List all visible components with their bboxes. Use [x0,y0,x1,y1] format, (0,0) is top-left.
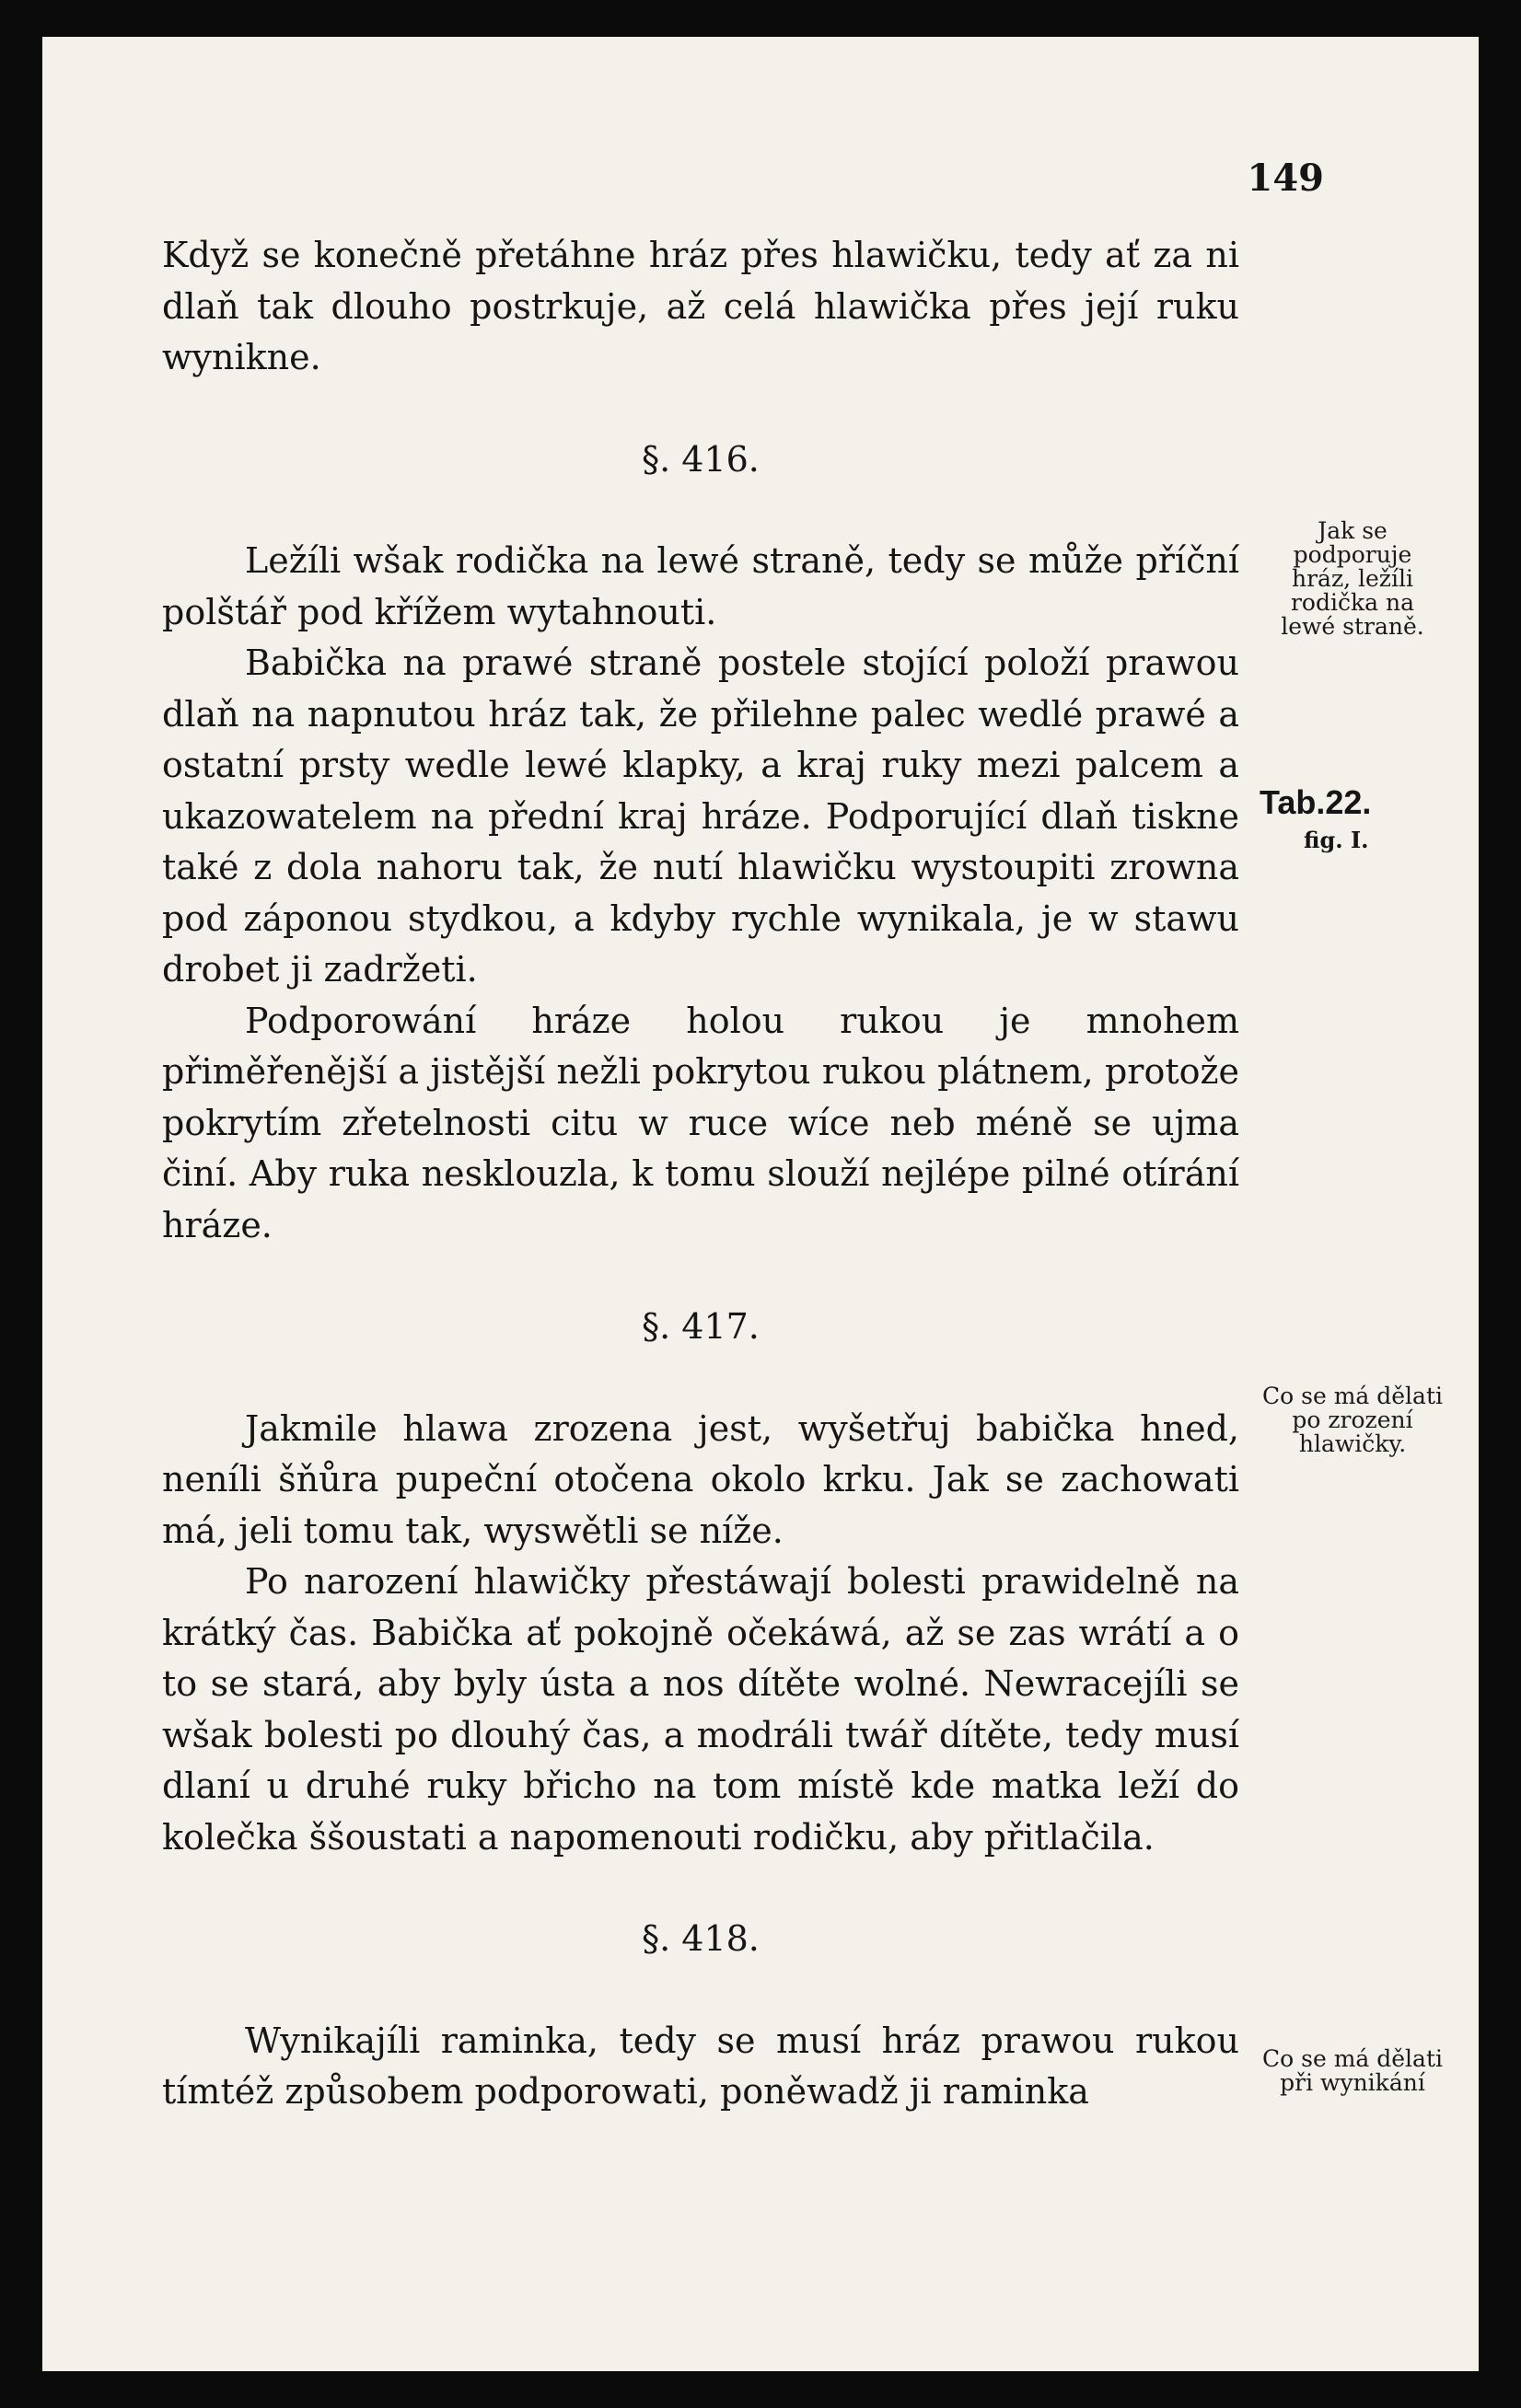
margin-note: Co se má dělati při wynikání [1262,2045,1443,2096]
paragraph: Wynikajíli raminka, tedy se musí hráz prawou rukou tímtéž způsobem podporowati, poněwadž ji raminka [162,2020,1239,2112]
paragraph: Podporowání hráze holou rukou je mnohem přiměřenější a jistější nežli pokrytou rukou plátnem, protože pokrytím zřetelnosti citu w ruce wíce neb méně se ujma činí. Aby ruka nesklouzla, k tomu slouží nejlépe pilné otírání hráze. [162,1000,1239,1245]
margin-note: Jak se podporuje hráz, ležíli rodička na lewé straně. [1281,517,1424,640]
paragraph: Po narození hlawičky přestáwají bolesti prawidelně na krátký čas. Babička ať pokojně očekáwá, až se zas wrátí a o to se stará, aby byly ústa a nos dítěte wolné. Newracejíli se wšak bolesti po dlouhý čas, a modráli twář dítěte, tedy musí dlaní u druhé ruky břicho na tom místě kde matka leží do kolečka ššoustati a napomenouti rodičku, aby přitlačila. [162,1561,1239,1858]
paragraph: Ležíli wšak rodička na lewé straně, tedy se může příční polštář pod křížem wytahnouti. [162,540,1239,632]
margin-note: Co se má dělati po zrození hlawičky. [1262,1383,1443,1457]
book-page [42,37,1479,2371]
paragraph: Když se konečně přetáhne hráz přes hlawičku, tedy ať za ni dlaň tak dlouho postrkuje, až celá hlawička přes její ruku wynikne. [162,235,1239,377]
plate-reference: Tab.22. [1260,783,1372,821]
figure-reference: fig. I. [1304,827,1369,853]
section-heading: §. 418. [642,1918,760,1959]
section-heading: §. 416. [642,438,760,480]
main-text [162,230,1239,2118]
paragraph: Jakmile hlawa zrozena jest, wyšetřuj babička hned, neníli šňůra pupeční otočena okolo krku. Jak se zachowati má, jeli tomu tak, wyswětli se níže. [162,1407,1239,1551]
section-heading: §. 417. [642,1306,760,1347]
paragraph: Babička na prawé straně postele stojící položí prawou dlaň na napnutou hráz tak, že přilehne palec wedlé prawé a ostatní prsty wedle lewé klapky, a kraj ruky mezi palcem a ukazowatelem na přední kraj hráze. Podporující dlaň tiskne také z dola nahoru tak, že nutí hlawičku wystoupiti zrowna pod záponou stydkou, a kdyby rychle wynikala, je w stawu drobet ji zadržeti. [162,643,1239,990]
page-number: 149 [1247,156,1324,200]
